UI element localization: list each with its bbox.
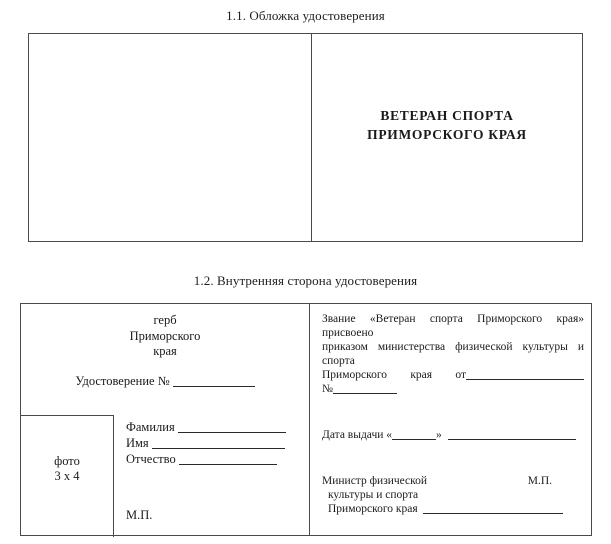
emblem-line-3: края xyxy=(153,344,177,358)
minister-signature-row xyxy=(322,502,584,516)
issue-date-field xyxy=(322,428,576,442)
emblem-line-1: герб xyxy=(153,313,177,327)
given-name-label: Имя xyxy=(126,436,149,450)
cover-front-panel xyxy=(312,34,582,241)
award-order-number-label: № xyxy=(322,383,333,395)
surname-field xyxy=(126,419,304,435)
cover-section-caption: 1.1. Обложка удостоверения xyxy=(226,8,385,23)
surname-blank[interactable] xyxy=(178,432,286,433)
patronymic-blank[interactable] xyxy=(179,464,277,465)
minister-seal-label: М.П. xyxy=(527,475,552,487)
cover-title-line-2: ПРИМОРСКОГО КРАЯ xyxy=(367,127,527,142)
award-order-date-blank[interactable] xyxy=(466,379,584,380)
photo-label-line-1: фото xyxy=(54,454,80,468)
certificate-number-blank[interactable] xyxy=(173,386,255,387)
certificate-number-field xyxy=(21,374,309,389)
photo-placeholder-box xyxy=(21,415,114,537)
award-statement-line-3-text: Приморского края от xyxy=(322,369,466,381)
inside-document xyxy=(20,303,592,536)
regional-emblem-caption xyxy=(21,313,309,360)
award-statement-line-2: приказом министерства физической культуры и спорта xyxy=(322,341,584,367)
inside-left-page xyxy=(21,304,309,535)
award-order-number-blank[interactable] xyxy=(333,393,397,394)
patronymic-field xyxy=(126,451,304,467)
award-order-number-field xyxy=(322,382,584,396)
minister-title-line-3: Приморского края xyxy=(328,503,418,515)
cover-document xyxy=(28,33,583,242)
award-statement-line-1: Звание «Ветеран спорта Приморского края» присвоено xyxy=(322,313,584,339)
holder-name-fields xyxy=(126,419,304,467)
minister-title-line-1: Министр физической xyxy=(322,475,428,487)
award-statement-line-3 xyxy=(322,368,584,382)
certificate-number-label: Удостоверение № xyxy=(75,374,170,388)
issue-date-label: Дата выдачи « xyxy=(322,429,393,441)
photo-placeholder-label xyxy=(21,454,113,484)
issue-date-month-year-blank[interactable] xyxy=(448,439,576,440)
minister-signature-blank[interactable] xyxy=(423,513,563,514)
issue-date-quote-close: » xyxy=(436,429,442,441)
given-name-field xyxy=(126,435,304,451)
cover-title xyxy=(312,106,582,144)
given-name-blank[interactable] xyxy=(152,448,285,449)
award-statement xyxy=(322,312,584,396)
left-page-seal-label: М.П. xyxy=(126,508,153,522)
inside-section-caption: 1.2. Внутренняя сторона удостоверения xyxy=(193,273,418,288)
photo-label-line-2: 3 х 4 xyxy=(54,469,80,483)
minister-title-line-2: культуры и спорта xyxy=(328,489,419,501)
inside-right-page xyxy=(310,304,591,535)
surname-label: Фамилия xyxy=(126,420,175,434)
emblem-line-2: Приморского xyxy=(129,328,201,343)
minister-signature-block xyxy=(322,474,584,516)
cover-back-panel xyxy=(29,34,311,241)
issue-date-day-blank[interactable] xyxy=(392,439,436,440)
cover-title-line-1: ВЕТЕРАН СПОРТА xyxy=(380,108,514,123)
minister-title-row xyxy=(322,474,552,488)
patronymic-label: Отчество xyxy=(126,452,176,466)
